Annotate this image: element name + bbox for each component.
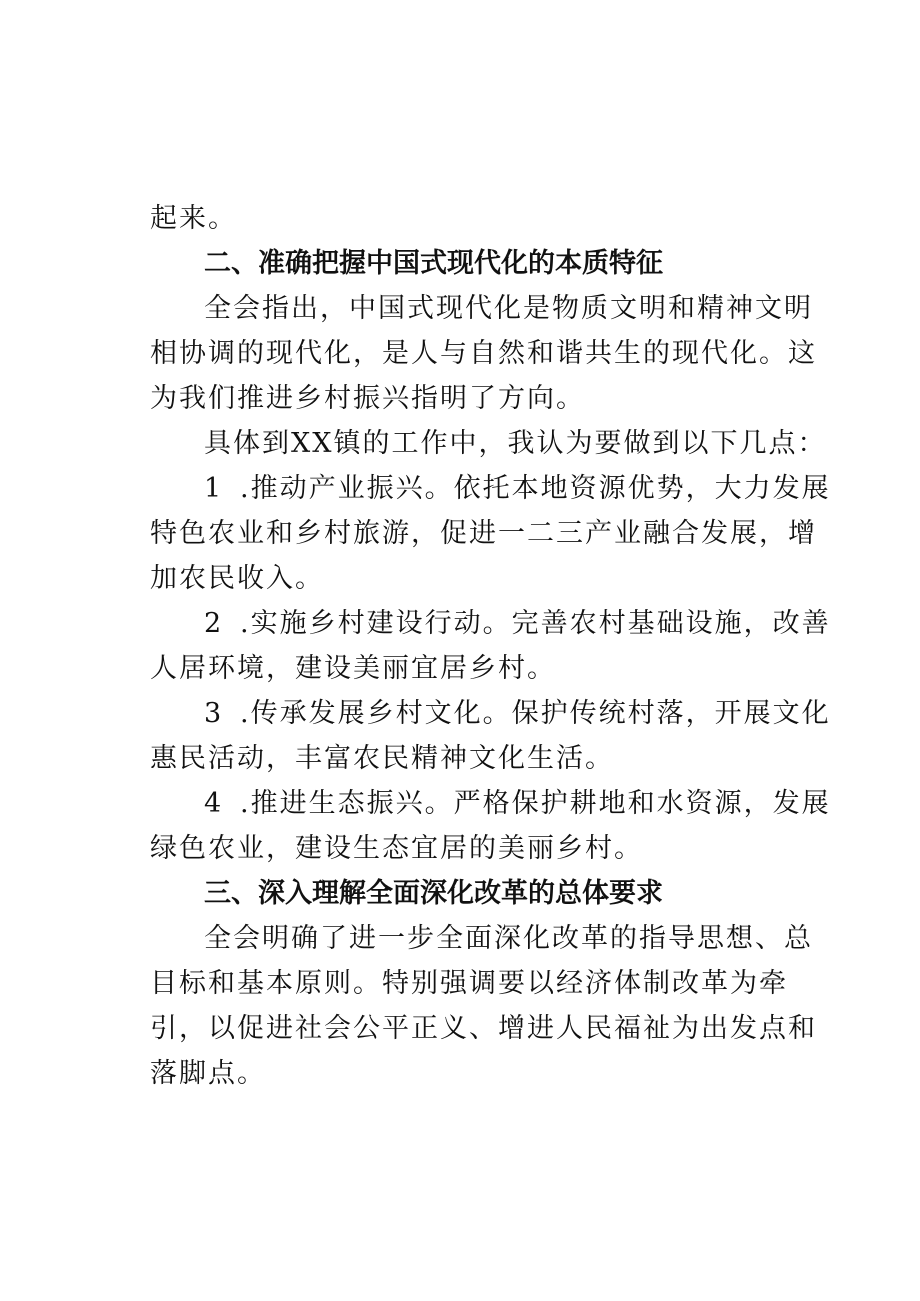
list-number: 1	[204, 473, 224, 504]
list-item-text: .实施乡村建设行动。完善农村基础设施，改善	[240, 608, 831, 639]
list-item-text: .推进生态振兴。严格保护耕地和水资源，发展	[240, 788, 831, 819]
list-number: 2	[204, 608, 224, 639]
paragraph-line: 全会明确了进一步全面深化改革的指导思想、总	[204, 923, 813, 954]
paragraph-line: 目标和基本原则。特别强调要以经济体制改革为牵	[150, 968, 788, 999]
section-heading-2: 二、准确把握中国式现代化的本质特征	[204, 248, 663, 279]
section-heading-3: 三、深入理解全面深化改革的总体要求	[204, 878, 663, 909]
list-item-4	[150, 781, 831, 826]
paragraph-line: 落脚点。	[150, 1058, 266, 1089]
paragraph-line: 绿色农业，建设生态宜居的美丽乡村。	[150, 833, 643, 864]
paragraph-line: 起来。	[150, 203, 237, 234]
paragraph-line: 相协调的现代化，是人与自然和谐共生的现代化。这	[150, 338, 817, 369]
paragraph-line: 为我们推进乡村振兴指明了方向。	[150, 383, 585, 414]
list-item-text: .推动产业振兴。依托本地资源优势，大力发展	[240, 473, 831, 504]
paragraph-line: 具体到XX镇的工作中，我认为要做到以下几点：	[204, 428, 827, 459]
document-body	[150, 196, 831, 1096]
list-number: 3	[204, 698, 224, 729]
paragraph-line: 惠民活动，丰富农民精神文化生活。	[150, 743, 614, 774]
list-number: 4	[204, 788, 224, 819]
list-item-1	[150, 466, 831, 511]
paragraph-line: 加农民收入。	[150, 563, 324, 594]
list-item-text: .传承发展乡村文化。保护传统村落，开展文化	[240, 698, 831, 729]
paragraph-line: 全会指出，中国式现代化是物质文明和精神文明	[204, 293, 813, 324]
list-item-2	[150, 601, 831, 646]
list-item-3	[150, 691, 831, 736]
paragraph-line: 人居环境，建设美丽宜居乡村。	[150, 653, 556, 684]
paragraph-line: 特色农业和乡村旅游，促进一二三产业融合发展，增	[150, 518, 817, 549]
paragraph-line: 引，以促进社会公平正义、增进人民福祉为出发点和	[150, 1013, 817, 1044]
